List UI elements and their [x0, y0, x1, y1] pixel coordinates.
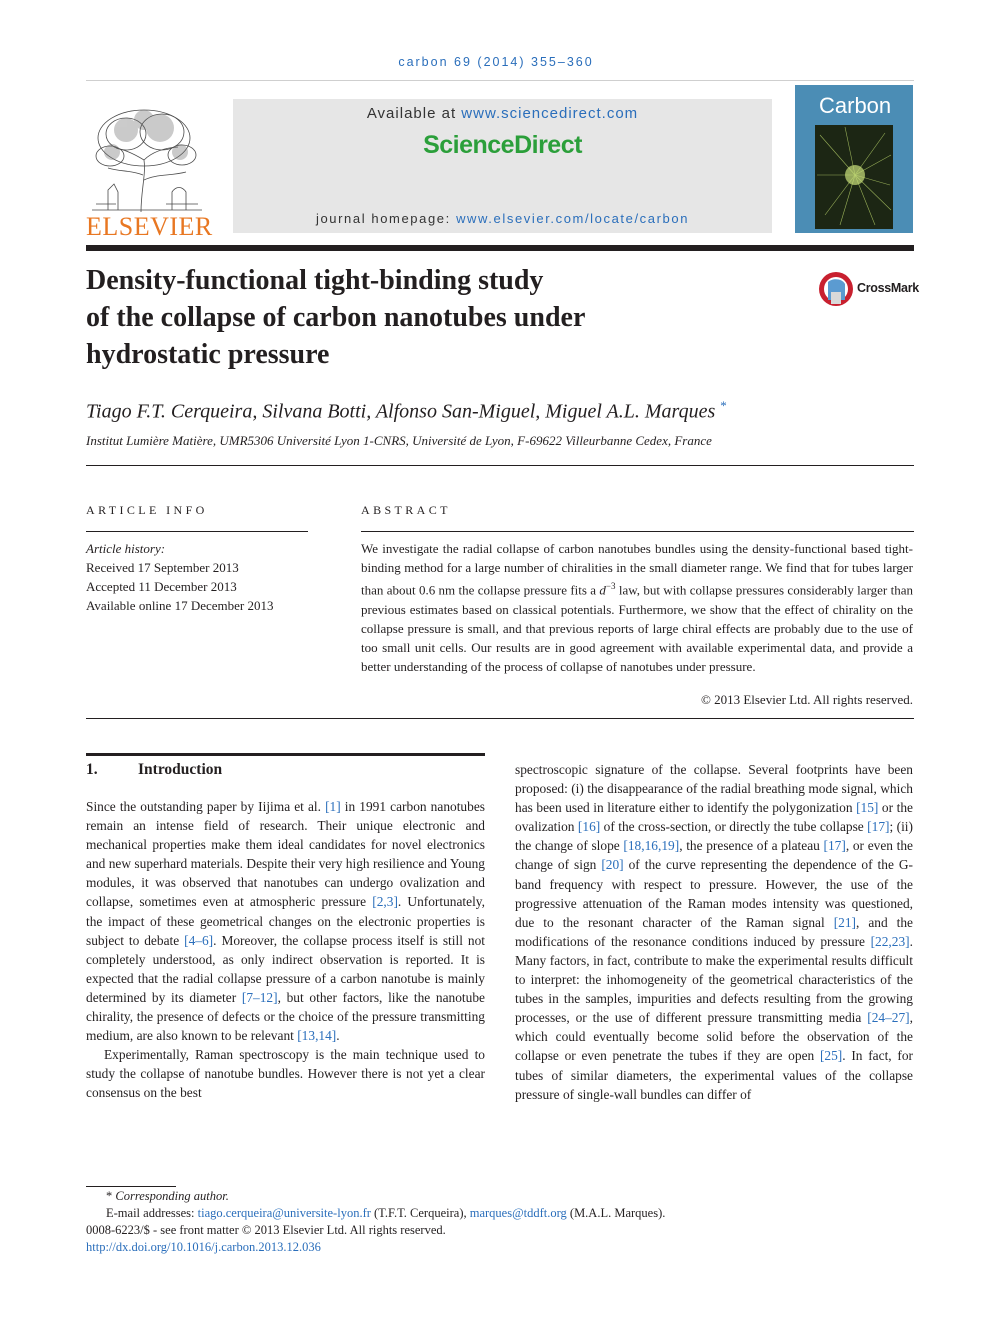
footnote-mark: * — [106, 1189, 113, 1203]
citation-link[interactable]: [18,16,19] — [623, 838, 680, 854]
history-label: Article history: — [86, 541, 166, 556]
text-run: or the ovalization — [515, 800, 913, 835]
abstract-exponent: −3 — [605, 581, 616, 592]
text-run: . Unfortunately, the impact of these geometrical changes on the electronic properties is subject to debate — [86, 894, 485, 948]
text-run: . In fact, for tubes of similar diameters, the experimental values of the collapse pressure of single-wall bundles can differ of — [515, 1048, 913, 1102]
email-owner: (T.F.T. Cerqueira), — [370, 1206, 470, 1220]
text-run: spectroscopic signature of the collapse. Several footprints have been proposed: (i) the disappearance of the radial breathing mode signal, which has been used in literature either to identify the polygonization — [515, 762, 913, 816]
section-rule — [86, 753, 485, 756]
cover-image — [815, 125, 893, 229]
text-run: Since the outstanding paper by Iijima et al. — [86, 799, 326, 814]
text-run: , and the modifications of the resonance conditions induced by pressure — [515, 914, 913, 949]
elsevier-wordmark: ELSEVIER — [86, 212, 213, 241]
text-run: , the presence of a plateau — [679, 838, 824, 854]
citation-link[interactable]: [22,23] — [870, 933, 910, 949]
body-column-right — [515, 760, 913, 1104]
issn-line: 0008-6223/$ - see front matter © 2013 Elsevier Ltd. All rights reserved. — [86, 1223, 446, 1237]
paragraph: Experimentally, Raman spectroscopy is the main technique used to study the collapse of nanotube bundles. However there is not yet a clear consensus on the best — [86, 1047, 485, 1101]
corresponding-footnote — [86, 1188, 914, 1205]
email-link[interactable]: tiago.cerqueira@universite-lyon.fr — [197, 1206, 371, 1220]
title-line: of the collapse of carbon nanotubes under — [86, 302, 586, 333]
email-link[interactable]: marques@tddft.org — [469, 1206, 567, 1220]
abstract-rule — [361, 531, 914, 532]
body-column-left — [86, 797, 485, 1103]
sciencedirect-banner — [233, 99, 772, 233]
received-date: Received 17 September 2013 — [86, 560, 239, 575]
corresponding-label: Corresponding author. — [115, 1189, 229, 1203]
available-at-label: Available at — [366, 105, 457, 122]
article-history — [86, 539, 316, 615]
email-footnote — [86, 1205, 914, 1222]
journal-homepage-link[interactable]: www.elsevier.com/locate/carbon — [456, 211, 690, 226]
text-run: of the cross-section, or directly the tube collapse — [600, 819, 868, 835]
footnote-rule — [86, 1186, 176, 1187]
volume-pages: 69 (2014) 355–360 — [454, 55, 594, 69]
abstract-divider — [86, 718, 914, 719]
abstract-text — [361, 539, 913, 676]
text-run: . Many factors, in fact, contribute to make the experimental results difficult to interpret: the inhomogeneity of the geometrical characteristics of the tubes in the samples, impurities and defects resulting from the growing processes, or the use of different pressure transmitting media — [515, 933, 913, 1026]
abstract-part: We investigate the radial collapse of carbon nanotubes bundles using the density-functional based tight-binding method for a large number of chiralities in the small diameter range. We find that for tubes larger than about 0.6 nm the collapse pressure fits a — [361, 541, 913, 598]
section-number: 1. — [86, 761, 98, 778]
paragraph — [515, 760, 913, 1104]
sciencedirect-brand: ScienceDirect — [423, 131, 582, 159]
title-line: Density-functional tight-binding study — [86, 265, 544, 296]
abstract-heading: ABSTRACT — [361, 503, 451, 517]
corresponding-author-mark[interactable]: * — [720, 398, 727, 413]
banner-thick-rule — [86, 245, 914, 251]
citation-link[interactable]: [24–27] — [867, 1010, 910, 1026]
text-run: of the curve representing the dependence of the G-band frequency with respect to pressure. However, the use of the progressive attenuation of the Raman modes intensity was questioned, due to the resonant character of the Raman signal — [515, 857, 913, 930]
citation-link[interactable]: [13,14] — [297, 1028, 337, 1044]
abstract-part: law, but with collapse pressures considerably larger than previous estimates based on classical potentials. Furthermore, we show that the effect of chirality on the collapse pressure is small, and that previous reports of large chiral effects are probably due to the use of too small unit cells. Our results are in good agreement with available experimental data, and provide a better understanding of the process of collapse of nanotubes under pressure. — [361, 582, 913, 674]
citation-link[interactable]: [17] — [867, 819, 890, 835]
title-line: hydrostatic pressure — [86, 339, 330, 370]
author-list — [86, 398, 906, 424]
online-date: Available online 17 December 2013 — [86, 598, 274, 613]
citation-link[interactable]: [17] — [823, 838, 846, 854]
abstract-copyright: © 2013 Elsevier Ltd. All rights reserved. — [700, 692, 913, 707]
sciencedirect-link[interactable]: www.sciencedirect.com — [461, 105, 639, 122]
citation-link[interactable]: [21] — [833, 914, 856, 930]
running-header — [0, 55, 992, 69]
text-run: . Moreover, the collapse process itself is still not completely understood, as only indirect observation is reported. It is expected that the radial collapse pressure of a carbon nanotube is mainly determined by its diameter — [86, 932, 485, 1005]
header-divider — [86, 80, 914, 81]
citation-link[interactable]: [15] — [856, 800, 879, 816]
paragraph — [86, 797, 485, 1045]
citation-link[interactable]: [7–12] — [241, 989, 278, 1005]
section-title: Introduction — [138, 761, 223, 778]
article-title — [86, 262, 726, 373]
text-run: , but other factors, like the nanotube chirality, the presence of defects or the choice of the pressure transmitting medium, are also known to be relevant — [86, 989, 485, 1044]
text-run: . — [336, 1028, 340, 1044]
citation-link[interactable]: [2,3] — [372, 894, 398, 910]
authors-names: Tiago F.T. Cerqueira, Silvana Botti, Alfonso San-Miguel, Miguel A.L. Marques — [86, 400, 716, 423]
citation-link[interactable]: [20] — [601, 857, 624, 873]
email-owner: (M.A.L. Marques). — [566, 1206, 666, 1220]
journal-name: carbon — [398, 55, 449, 69]
available-at-line — [233, 105, 772, 122]
journal-cover — [795, 85, 913, 233]
affiliation-divider — [86, 465, 914, 466]
citation-link[interactable]: [25] — [819, 1048, 843, 1064]
citation-link[interactable]: [16] — [577, 819, 601, 835]
article-info-heading: ARTICLE INFO — [86, 503, 208, 517]
citation-link[interactable]: [1] — [325, 799, 341, 814]
journal-homepage-line — [233, 211, 772, 226]
affiliation: Institut Lumière Matière, UMR5306 Université Lyon 1-CNRS, Université de Lyon, F-69622 Villeurbanne Cedex, France — [86, 433, 712, 448]
accepted-date: Accepted 11 December 2013 — [86, 579, 237, 594]
cover-nanotube-image — [815, 125, 893, 229]
crossmark-label[interactable]: CrossMark — [857, 281, 919, 295]
text-run: , or even the change of sign — [515, 838, 913, 873]
email-label: E-mail addresses: — [106, 1206, 198, 1220]
text-run: , which could eventually become solid before the observation of the collapse or even penetrate the tubes if they are open — [515, 1010, 913, 1064]
abstract-var: d — [599, 582, 606, 598]
doi-link[interactable]: http://dx.doi.org/10.1016/j.carbon.2013.12.036 — [86, 1240, 321, 1254]
cover-title: Carbon — [819, 93, 892, 118]
citation-link[interactable]: [4–6] — [184, 932, 214, 948]
text-run: in 1991 carbon nanotubes remain an intense field of research. Their unique electronic and mechanical properties make them ideal candidates for novel electronics and new superhard materials. Despite their very high resilience and Young modules, it was observed that nanotubes can undergo ovalization and collapse, sometimes even at atmospheric pressure — [86, 799, 485, 910]
homepage-label: journal homepage: — [315, 211, 451, 226]
article-info-rule — [86, 531, 308, 532]
footnotes — [86, 1188, 914, 1256]
text-run: ; (ii) the change of slope — [515, 819, 913, 854]
